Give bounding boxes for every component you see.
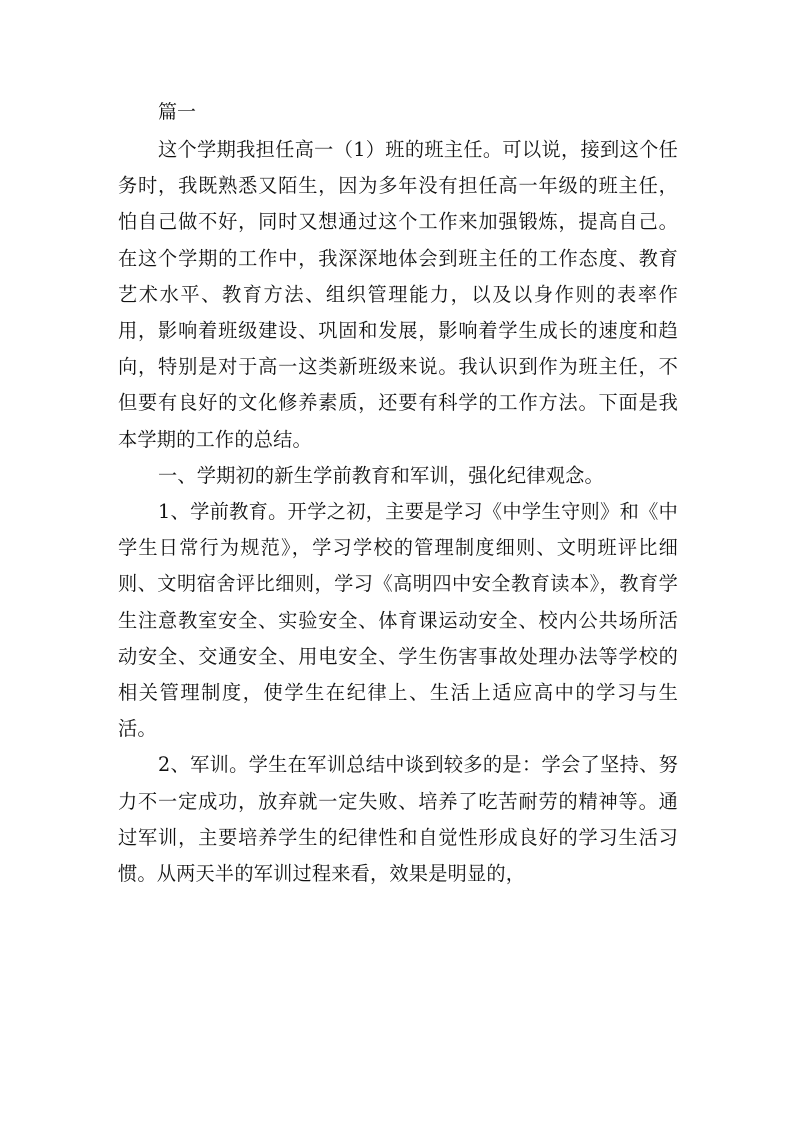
document-body (118, 94, 678, 892)
paragraph-pre-school-education: 1、学前教育。开学之初，主要是学习《中学生守则》和《中学生日常行为规范》，学习学校的管理制度细则、文明班评比细则、文明宿舍评比细则，学习《高明四中安全教育读本》，教育学生注意教室安全、实验安全、体育课运动安全、校内公共场所活动安全、交通安全、用电安全、学生伤害事故处理办法等学校的相关管理制度，使学生在纪律上、生活上适应高中的学习与生活。 (118, 500, 678, 741)
paragraph-intro: 这个学期我担任高一（1）班的班主任。可以说，接到这个任务时，我既熟悉又陌生，因为多年没有担任高一年级的班主任，怕自己做不好，同时又想通过这个工作来加强锻炼，提高自己。在这个学期的工作中，我深深地体会到班主任的工作态度、教育艺术水平、教育方法、组织管理能力，以及以身作则的表率作用，影响着班级建设、巩固和发展，影响着学生成长的速度和趋向，特别是对于高一这类新班级来说。我认识到作为班主任，不但要有良好的文化修养素质，还要有科学的工作方法。下面是我本学期的工作的总结。 (118, 138, 678, 451)
paragraph-section-one-title: 一、学期初的新生学前教育和军训，强化纪律观念。 (158, 463, 604, 487)
paragraph-military-training: 2、军训。学生在军训总结中谈到较多的是：学会了坚持、努力不一定成功，放弃就一定失败、培养了吃苦耐劳的精神等。通过军训，主要培养学生的纪律性和自觉性形成良好的学习生活习惯。从两天半的军训过程来看，效果是明显的， (118, 753, 678, 886)
section-heading: 篇一 (158, 101, 197, 123)
